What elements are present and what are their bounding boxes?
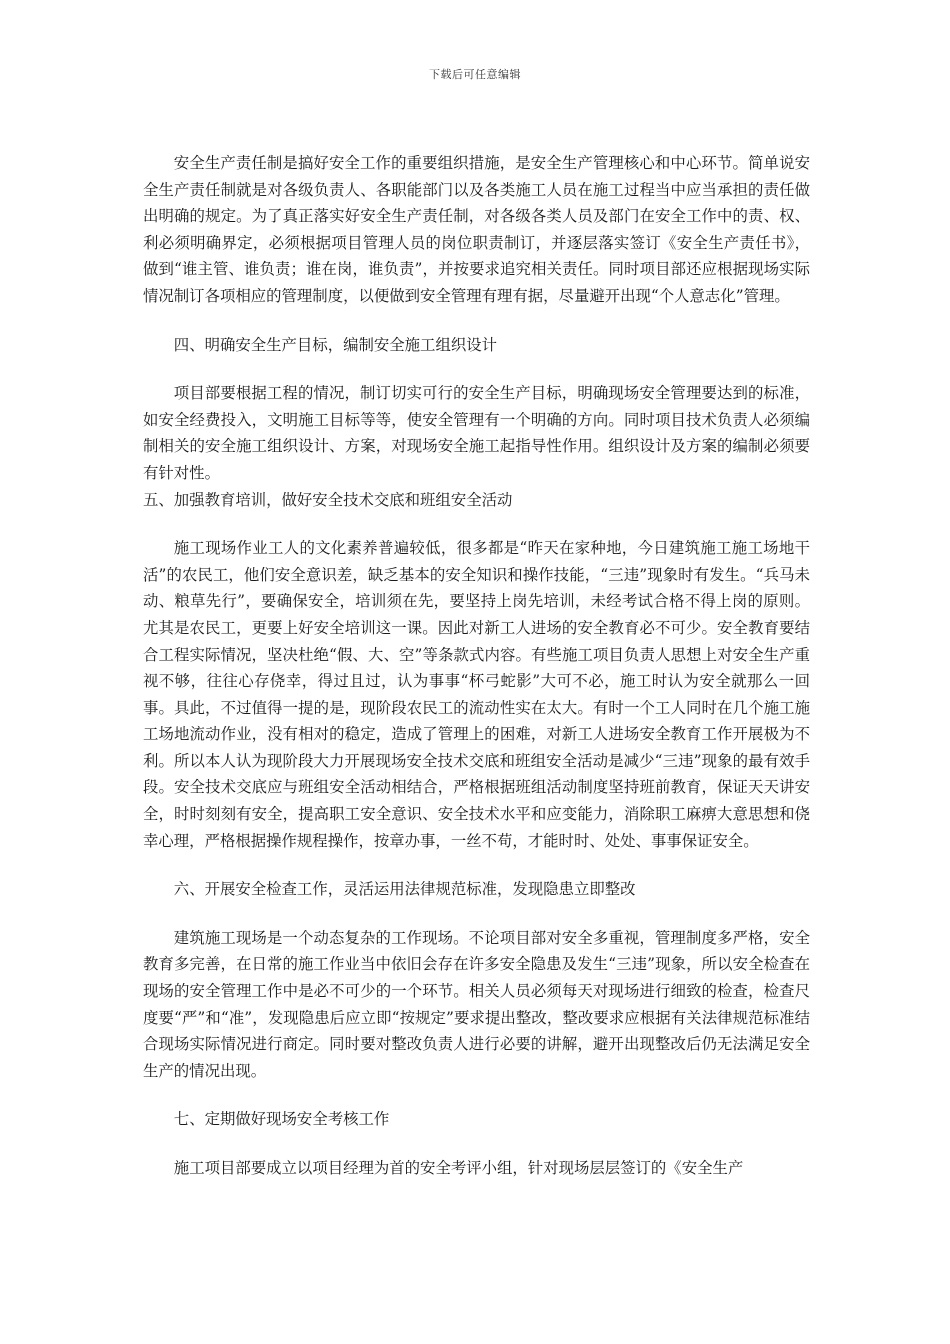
- document-body: [143, 150, 810, 1182]
- paragraph-section-5: 施工现场作业工人的文化素养普遍较低，很多都是“昨天在家种地，今日建筑施工施工场地干活”的农民工，他们安全意识差，缺乏基本的安全知识和操作技能，“三违”现象时有发生。“兵马未动、粮草先行”，要确保安全，培训须在先，要坚持上岗先培训，未经考试合格不得上岗的原则。尤其是农民工，更要上好安全培训这一课。因此对新工人进场的安全教育必不可少。安全教育要结合工程实际情况，坚决杜绝“假、大、空”等条款式内容。有些施工项目负责人思想上对安全生产重视不够，往往心存侥幸，得过且过，认为事事“杯弓蛇影”大可不必，施工时认为安全就那么一回事。具此，不过值得一提的是，现阶段农民工的流动性实在太大。有时一个工人同时在几个施工施工场地流动作业，没有相对的稳定，造成了管理上的困难，对新工人进场安全教育工作开展极为不利。所以本人认为现阶段大力开展现场安全技术交底和班组安全活动是减少“三违”现象的最有效手段。安全技术交底应与班组安全活动相结合，严格根据班组活动制度坚持班前教育，保证天天讲安全，时时刻刻有安全，提高职工安全意识、安全技术水平和应变能力，消除职工麻痹大意思想和侥幸心理，严格根据操作规程操作，按章办事，一丝不苟，才能时时、处处、事事保证安全。: [143, 539, 810, 850]
- section-heading-7: 七、定期做好现场安全考核工作: [173, 1110, 390, 1129]
- section-heading-4: 四、明确安全生产目标，编制安全施工组织设计: [173, 335, 498, 354]
- paragraph-section-6: 建筑施工现场是一个动态复杂的工作现场。不论项目部对安全多重视，管理制度多严格，安全教育多完善，在日常的施工作业当中依旧会存在许多安全隐患及发生“三违”现象，所以安全检查在现场的安全管理工作中是必不可少的一个环节。相关人员必须每天对现场进行细致的检查，检查尺度要“严”和“准”，发现隐患后应立即“按规定”要求提出整改，整改要求应根据有关法律规范标准结合现场实际情况进行商定。同时要对整改负责人进行必要的讲解，避开出现整改后仍无法满足安全生产的情况出现。: [143, 928, 810, 1080]
- section-heading-5: 五、加强教育培训，做好安全技术交底和班组安全活动: [143, 490, 513, 509]
- section-heading-6: 六、开展安全检查工作，灵活运用法律规范标准，发现隐患立即整改: [173, 880, 636, 899]
- paragraph-section-4: 项目部要根据工程的情况，制订切实可行的安全生产目标，明确现场安全管理要达到的标准，如安全经费投入，文明施工目标等等，使安全管理有一个明确的方向。同时项目技术负责人必须编制相关的安全施工组织设计、方案，对现场安全施工起指导性作用。组织设计及方案的编制必须要有针对性。: [143, 384, 810, 482]
- paragraph-responsibility: 安全生产责任制是搞好安全工作的重要组织措施，是安全生产管理核心和中心环节。简单说安全生产责任制就是对各级负责人、各职能部门以及各类施工人员在施工过程当中应当承担的责任做出明确的规定。为了真正落实好安全生产责任制，对各级各类人员及部门在安全工作中的责、权、利必须明确界定，必须根据项目管理人员的岗位职责制订，并逐层落实签订《安全生产责任书》，做到“谁主管、谁负责；谁在岗，谁负责”，并按要求追究相关责任。同时项目部还应根据现场实际情况制订各项相应的管理制度，以便做到安全管理有理有据，尽量避开出现“个人意志化”管理。: [143, 154, 810, 305]
- page-header: 下载后可任意编辑: [429, 68, 521, 81]
- paragraph-section-7: 施工项目部要成立以项目经理为首的安全考评小组，针对现场层层签订的《安全生产: [173, 1159, 744, 1177]
